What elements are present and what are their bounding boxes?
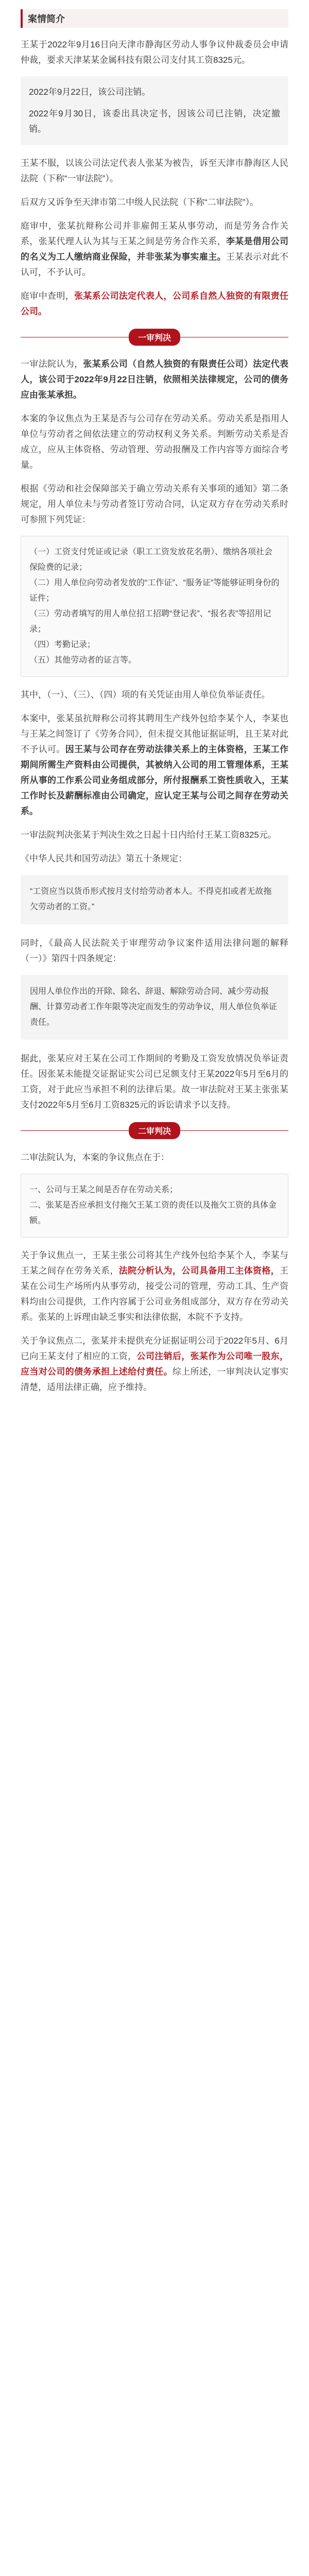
judicial-paragraph-1: 同时，《最高人民法院关于审理劳动争议案件适用法律问题的解释（一）》第四十四条规定： [21, 938, 288, 963]
intro-paragraph-3: 后双方又诉争至天津市第二中级人民法院（下称“二审法院”）。 [21, 197, 259, 207]
evidence-item: （三）劳动者填写的用人单位招工招聘“登记表”、“报名表”等招用记录； [29, 609, 271, 634]
spacer [21, 1403, 288, 1417]
text-segment: 关于争议焦点一，王某主张公司将其生产线外包给李某个人，李某与王某之间存在劳务关系， [21, 1250, 288, 1276]
notice-1: 2022年9月22日，该公司注销。 [29, 87, 151, 97]
evidence-list-box [21, 536, 288, 677]
text-segment: 一审法院认为， [21, 359, 83, 369]
evidence-item: （一）工资支付凭证或记录（职工工资发放花名册）、缴纳各项社会保险费的记录； [29, 548, 273, 572]
intro-paragraph-2: 王某不服，以该公司法定代表人张某为被告，诉至天津市静海区人民法院（下称“一审法院”）。 [21, 158, 288, 183]
intro-paragraph-5 [21, 289, 288, 319]
bold-segment: 李某是借用公司的名义为工人缴纳商业保险，并非张某为事实雇主。 [21, 236, 289, 262]
text-segment: 王某表示对此不认可，不予认可。 [21, 252, 289, 277]
bold-segment: 张某系公司（自然人独资的有限责任公司）法定代表人，该公司于2022年9月22日注销，依照相关法律规定，公司的债务应由张某承担。 [21, 359, 289, 400]
intro-paragraph-4 [21, 218, 288, 280]
text-segment: 综上所述，一审判决认定事实清楚，适用法律正确，应予维持。 [21, 1367, 289, 1392]
second-instance-paragraph-3 [21, 1333, 288, 1395]
law-quote: “工资应当以货币形式按月支付给劳动者本人。不得克扣或者无故拖欠劳动者的工资。” [30, 887, 272, 911]
first-instance-paragraph-1 [21, 357, 288, 403]
first-instance-paragraph-3: 根据《劳动和社会保障部关于确立劳动关系有关事项的通知》第二条规定，用人单位未与劳动者签订劳动合同，认定双方存在劳动关系时可参照下列凭证： [21, 484, 288, 524]
evidence-item: （二）用人单位向劳动者发放的“工作证”、“服务证”等能够证明身份的证件； [29, 579, 280, 603]
section-header [21, 9, 288, 28]
first-instance-paragraph-5 [21, 711, 288, 819]
bold-segment: 因王某与公司存在劳动法律关系上的主体资格，王某工作期间所需生产资料由公司提供，其被纳入公司的用工管理体系，王某所从事的工作系公司业务组成部分，所付报酬系工资性质收入，王某工作时长及薪酬标准由公司确定，应认定王某与公司之间存在劳动关系。 [21, 744, 289, 816]
highlight-segment: 公司注销后，张某作为公司唯一股东，应当对公司的债务承担上述给付责任。 [21, 1351, 289, 1377]
notice-box [21, 76, 288, 145]
second-instance-paragraph-1: 二审法院认为，本案的争议焦点在于： [21, 1153, 169, 1162]
law-title: 《中华人民共和国劳动法》第五十条规定： [21, 854, 187, 863]
text-segment: 本案中，张某虽抗辩称公司将其聘用生产线外包给李某个人，李某也与王某之间签订了《劳务合同》，但未提交其他证据证明，且王某对此不予认可。 [21, 714, 288, 754]
focus-box [21, 1174, 288, 1238]
second-instance-paragraph-2 [21, 1248, 288, 1325]
section-title: 案情简介 [28, 14, 65, 24]
focus-item: 一、公司与王某之间是否存在劳动关系； [29, 1185, 178, 1194]
judicial-quote-box [21, 975, 288, 1040]
judicial-paragraph-2: 据此，张某应对王某在公司工作期间的考勤及工资发放情况负举证责任。因张某未能提交证据证实公司已足额支付王某2022年5月至6月的工资，对于此应当承担不利的法律后果。故一审法院对王某主张张某支付2022年5月至6月工资8325元的诉讼请求予以支持。 [21, 1054, 288, 1110]
text-segment: 王某在公司生产场所内从事劳动，接受公司的管理，劳动工具、生产资料均由公司提供，工作内容属于公司业务组成部分，双方存在劳动关系。张某的上诉理由缺乏事实和法律依据，本院不予支持。 [21, 1266, 289, 1322]
first-instance-paragraph-6: 一审法院判决张某于判决生效之日起十日内给付王某工资8325元。 [21, 830, 277, 840]
text-segment: 张某代理人认为其与王某之间是劳务合作关系， [38, 236, 226, 246]
divider-first-instance [21, 328, 288, 346]
divider-label: 一审判决 [129, 329, 180, 346]
law-quote-box [21, 875, 288, 924]
divider-label: 二审判决 [129, 1122, 180, 1139]
judicial-quote: 因用人单位作出的开除、除名、辞退、解除劳动合同、减少劳动报酬、计算劳动者工作年限等决定而发生的劳动争议，用人单位负举证责任。 [30, 987, 278, 1027]
text-segment: 关于争议焦点二，张某并未提供充分证据证明公司于2022年5月、6月已向王某支付了相应的工资， [21, 1336, 288, 1361]
highlight-segment: 法院分析认为，公司具备用工主体资格， [118, 1266, 280, 1276]
first-instance-paragraph-2: 本案的争议焦点为王某是否与公司存在劳动关系。劳动关系是指用人单位与劳动者之间依法建立的劳动权利义务关系。判断劳动关系是否成立，应从主体资格、劳动管理、劳动报酬及工作内容等方面综合考量。 [21, 414, 288, 470]
highlight-segment: 张某系公司法定代表人，公司系自然人独资的有限责任公司。 [21, 291, 289, 316]
focus-item: 二、张某是否应承担支付拖欠王某工资的责任以及拖欠工资的具体金额。 [29, 1201, 277, 1225]
intro-paragraph-1: 王某于2022年9月16日向天津市静海区劳动人事争议仲裁委员会申请仲裁，要求天津某某金属科技有限公司支付其工资8325元。 [21, 40, 288, 65]
evidence-item: （四）考勤记录； [29, 640, 96, 649]
notice-2: 2022年9月30日，该委出具决定书，因该公司已注销，决定撤销。 [29, 109, 280, 134]
article [21, 9, 288, 1417]
divider-second-instance [21, 1121, 288, 1140]
evidence-item: （五）其他劳动者的证言等。 [29, 656, 137, 665]
text-segment: 庭审中查明， [21, 291, 75, 301]
text-segment: 庭审中，张某抗辩称公司并非雇佣王某从事劳动，而是劳务合作关系， [21, 221, 288, 246]
first-instance-paragraph-4: 其中，（一）、（三）、（四）项的有关凭证由用人单位负举证责任。 [21, 690, 270, 700]
